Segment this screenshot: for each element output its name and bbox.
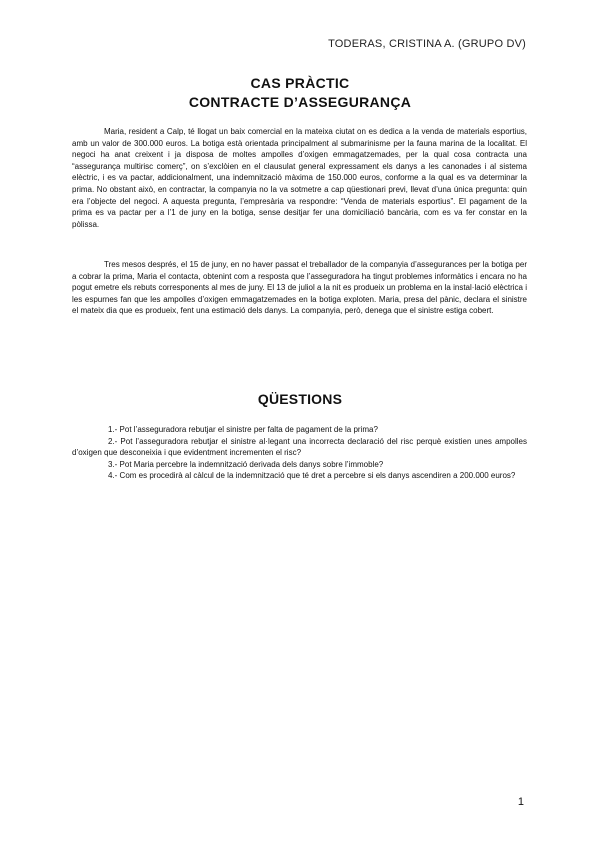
- question-item: 4.- Com es procedirà al càlcul de la indemnització que té dret a percebre si els danys ascendiren a 200.000 euros?: [108, 471, 516, 481]
- case-paragraph-2: Tres mesos després, el 15 de juny, en no haver passat el treballador de la companyia d’assegurances per la botiga per a cobrar la prima, Maria el contacta, obtenint com a resposta que l’asseguradora ha tingut problemes informàtics i encara no ha pogut emetre els rebuts corresponents al mes de juny. El 13 de juliol a la nit es produeix un problema en la instal·lació elèctrica i les espurnes fan que les ampolles d’oxigen emmagatzemades en la botiga exploten. Maria, presa del pànic, declara el sinistre el mateix dia que es produeix, fent una estimació dels danys. La companyia, però, denega que el sinistre estiga cobert.: [72, 260, 527, 316]
- case-paragraph-1: Maria, resident a Calp, té llogat un baix comercial en la mateixa ciutat on es dedica a la venda de materials esportius, amb un valor de 300.000 euros. La botiga està orientada principalment al submarinisme per la fauna marina de la localitat. El negoci ha anat creixent i ja disposa de moltes ampolles d’oxigen emmagatzemades, per la qual cosa contracta una “assegurança multirisc comerç”, on s’exclòien en el clausulat general expressament els danys a les canonades i al sistema elèctric, i es va pactar, addicionalment, una indemnització màxima de 150.000 euros, conforme a la qual es va determinar la prima. No obstant això, en contractar, la companyia no la va sotmetre a cap qüestionari previ, llevat d’una única pregunta: quin era l’objecte del negoci. A aquesta pregunta, l’empresària va respondre: “Venda de materials esportius”. El pagament de la prima es va pactar per a l’1 de juny en la botiga, sense desitjar fer una domiciliació bancària, com es va fer constar en la pòlissa.: [72, 127, 527, 229]
- document-title-line-1: CAS PRÀCTIC: [250, 75, 350, 91]
- question-item: 3.- Pot Maria percebre la indemnització derivada dels danys sobre l’immoble?: [108, 459, 384, 469]
- questions-heading: QÜESTIONS: [257, 391, 343, 407]
- questions-list: [72, 424, 527, 482]
- question-item: 1.- Pot l’asseguradora rebutjar el sinistre per falta de pagament de la prima?: [108, 425, 378, 434]
- document-title-line-2: CONTRACTE D’ASSEGURANÇA: [188, 94, 412, 110]
- page-header-author: TODERAS, CRISTINA A. (GRUPO DV): [328, 38, 526, 50]
- question-item: 2.- Pot l’asseguradora rebutjar el sinistre al·legant una incorrecta declaració del risc perquè existien unes ampolles d’oxigen que desconeixia i que evidentment incrementen el risc?: [72, 436, 527, 458]
- page-number: 1: [517, 796, 524, 808]
